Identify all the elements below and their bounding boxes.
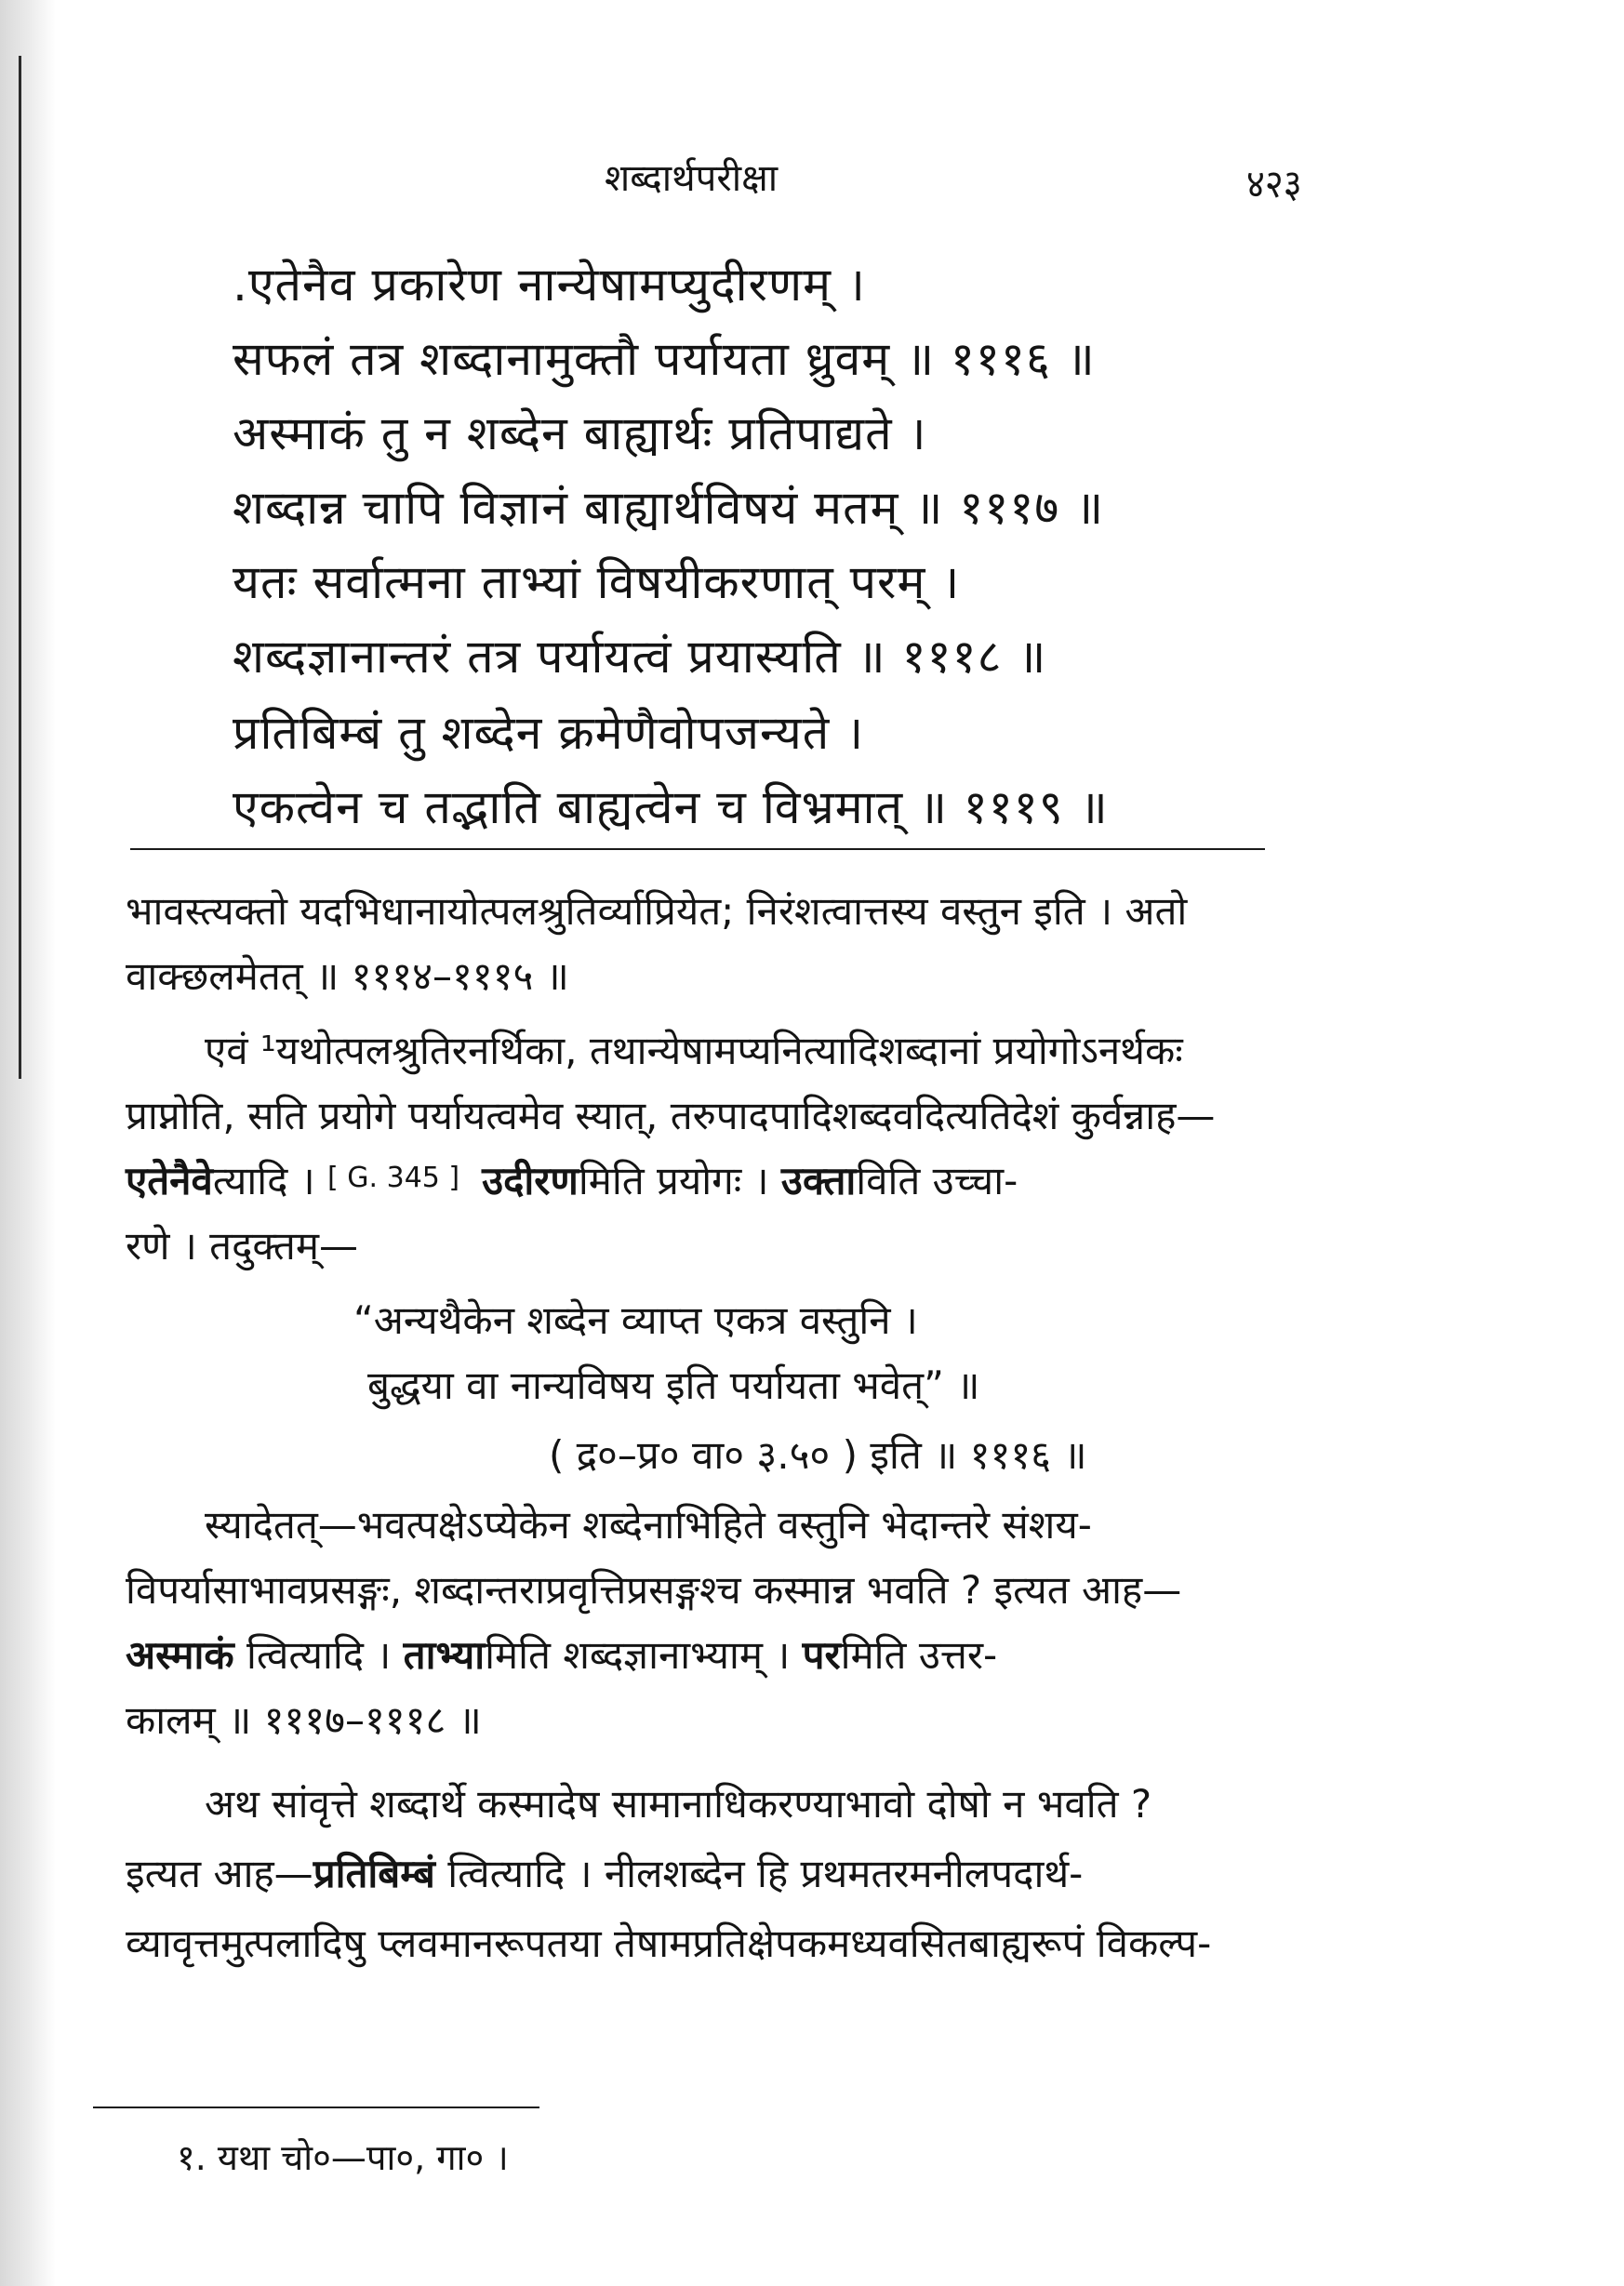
commentary-text: मिति प्रयोगः । [578, 1158, 781, 1203]
commentary-line: भावस्त्यक्तो यदभिधानायोत्पलश्रुतिर्व्याप्रियेत; निरंशत्वात्तस्य वस्तुन इति । अतो [126, 888, 1188, 934]
verse-line: प्रतिबिम्बं तु शब्देन क्रमेणैवोपजन्यते । [233, 706, 865, 760]
quotation-line: “अन्यथैकेन शब्देन व्याप्त एकत्र वस्तुनि । [353, 1297, 918, 1343]
commentary-line [126, 1846, 1083, 1899]
commentary-text: त्वित्यादि । [233, 1632, 404, 1678]
verse-line: सफलं तत्र शब्दानामुक्तौ पर्यायता ध्रुवम् ॥ १११६ ॥ [233, 332, 1096, 386]
commentary-line [126, 1628, 997, 1681]
footnote-divider [93, 2107, 539, 2108]
running-title: शब्दार्थपरीक्षा [605, 157, 779, 200]
verse-line: अस्माकं तु न शब्देन बाह्यार्थः प्रतिपाद्यते । [233, 406, 927, 460]
verse-line: शब्दज्ञानान्तरं तत्र पर्यायत्वं प्रयास्यति ॥ १११८ ॥ [233, 630, 1047, 684]
lemma: प्रतिबिम्बं [313, 1851, 435, 1896]
verse-line: यतः सर्वात्मना ताभ्यां विषयीकरणात् परम् । [233, 555, 961, 609]
commentary-line: व्यावृत्तमुत्पलादिषु प्लवमानरूपतया तेषामप्रतिक्षेपकमध्यवसितबाह्यरूपं विकल्प- [126, 1921, 1212, 1966]
commentary-line: अथ सांवृत्ते शब्दार्थे कस्मादेष सामानाधिकरण्याभावो दोषो न भवति ? [205, 1781, 1152, 1827]
verse-line: शब्दान्न चापि विज्ञानं बाह्यार्थविषयं मतम् ॥ १११७ ॥ [233, 481, 1105, 535]
commentary-text: मिति शब्दज्ञानाभ्याम् । [485, 1632, 803, 1678]
edition-reference: [ G. 345 ] [327, 1162, 460, 1194]
footnote: १. यथा चो०—पा०, गा० । [177, 2137, 509, 2178]
commentary-line: प्राप्नोति, सति प्रयोगे पर्यायत्वमेव स्यात्, तरुपादपादिशब्दवदित्यतिदेशं कुर्वन्नाह— [126, 1093, 1216, 1138]
commentary-text: मिति उत्तर- [840, 1632, 998, 1678]
lemma: ताभ्या [403, 1632, 486, 1678]
quotation-line: बुद्धया वा नान्यविषय इति पर्यायता भवेत्” ॥ [367, 1362, 980, 1408]
commentary-line: वाक्छलमेतत् ॥ १११४–१११५ ॥ [126, 953, 569, 999]
commentary-line: विपर्यासाभावप्रसङ्गः, शब्दान्तराप्रवृत्तिप्रसङ्गश्च कस्मान्न भवति ? इत्यत आह— [126, 1567, 1182, 1613]
lemma: पर [802, 1632, 841, 1678]
scanned-margin [0, 0, 56, 2286]
commentary-line: एवं ¹यथोत्पलश्रुतिरनर्थिका, तथान्येषामप्यनित्यादिशब्दानां प्रयोगोऽनर्थकः [205, 1028, 1183, 1073]
page-number: ४२३ [1246, 161, 1302, 206]
commentary-text: विति उच्चा- [856, 1158, 1018, 1203]
section-divider [130, 848, 1265, 850]
commentary-line: स्यादेतत्—भवत्पक्षेऽप्येकेन शब्देनाभिहिते वस्तुनि भेदान्तरे संशय- [205, 1502, 1092, 1548]
verse-line: एकत्वेन च तद्भाति बाह्यत्वेन च विभ्रमात् ॥ १११९ ॥ [233, 780, 1109, 834]
binding-edge [19, 56, 21, 1079]
lemma: एतेनैवे [126, 1158, 213, 1203]
lemma: अस्माकं [126, 1632, 234, 1678]
commentary-line: रणे । तदुक्तम्— [126, 1223, 358, 1269]
lemma: उदीरण [482, 1158, 579, 1203]
lemma: उक्ता [780, 1158, 857, 1203]
commentary-text: त्वित्यादि । नीलशब्देन हि प्रथमतरमनीलपदार्थ- [434, 1851, 1084, 1896]
commentary-text: त्यादि । [212, 1158, 328, 1203]
verse-line: .एतेनैव प्रकारेण नान्येषामप्युदीरणम् । [233, 258, 866, 312]
quotation-reference: ( द्र०–प्र० वा० ३.५० ) इति ॥ १११६ ॥ [549, 1432, 1087, 1478]
commentary-line [126, 1153, 1018, 1206]
commentary-line: कालम् ॥ १११७–१११८ ॥ [126, 1697, 482, 1743]
commentary-text: इत्यत आह— [126, 1851, 313, 1896]
